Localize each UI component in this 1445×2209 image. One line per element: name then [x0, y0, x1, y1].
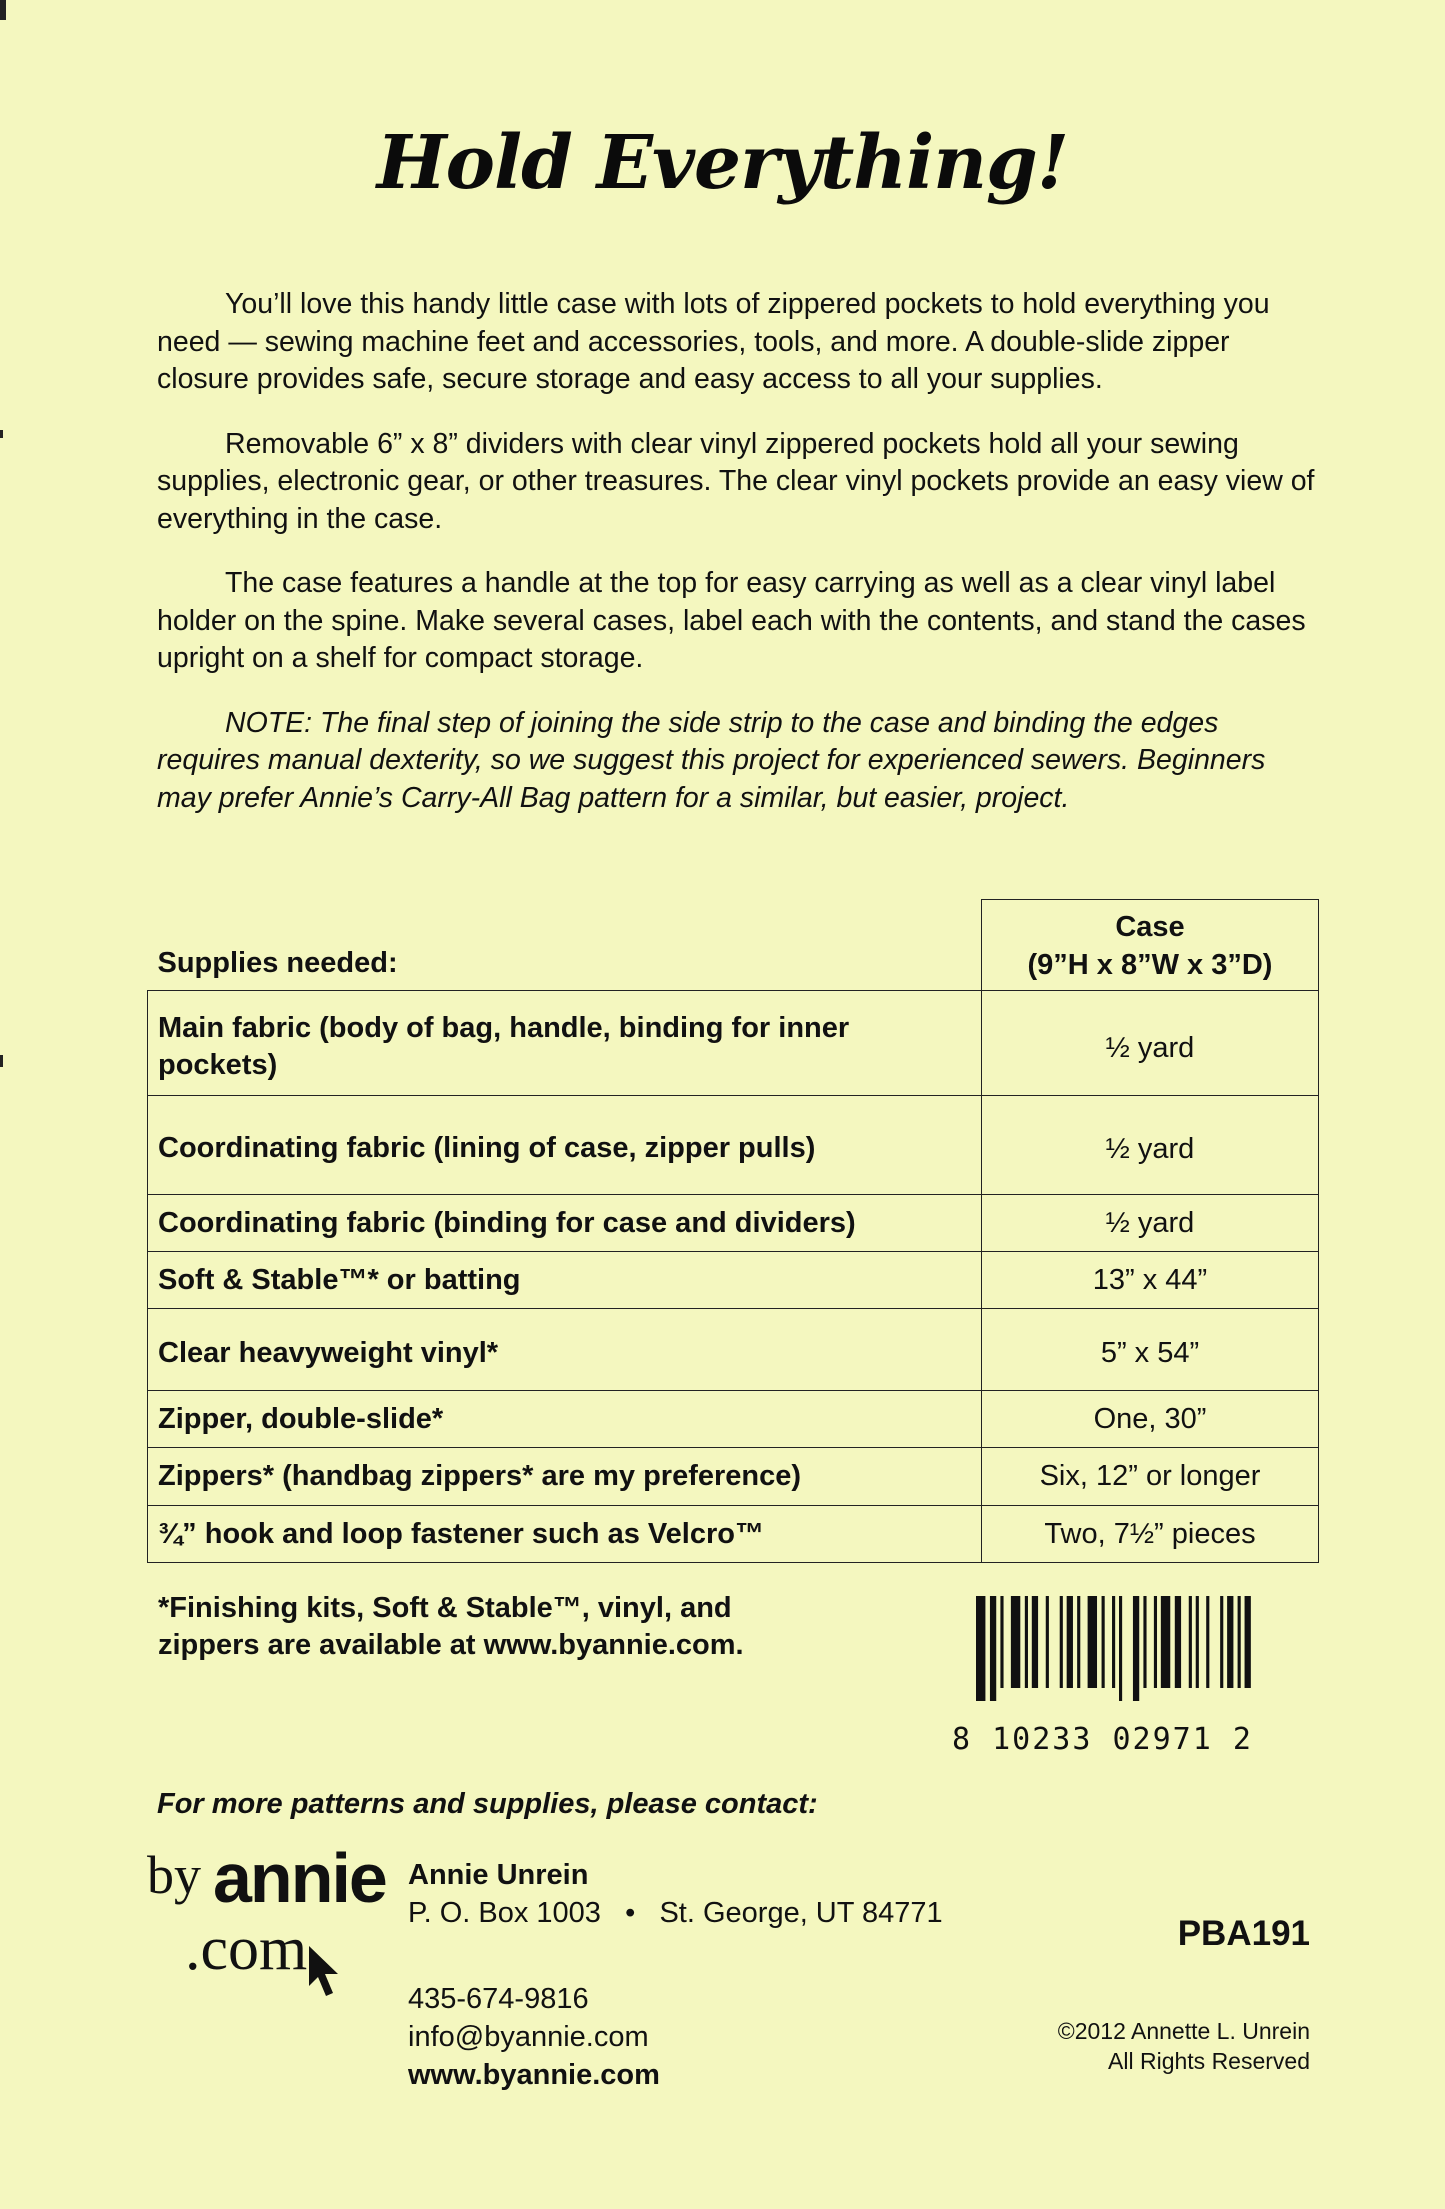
availability-line: zippers are available at www.byannie.com. — [158, 1629, 744, 1661]
note-paragraph: NOTE: The final step of joining the side strip to the case and binding the edges requires manual dexterity, so we suggest this project for experienced sewers. Beginners may prefer Annie’s Carry-All Bag pattern for a similar, but easier, project. — [157, 706, 1266, 814]
barcode-bar — [1220, 1596, 1223, 1688]
barcode-bar — [1238, 1596, 1241, 1688]
barcode-bar — [1000, 1596, 1003, 1688]
barcode-number: 8 10233 02971 2 — [952, 1722, 1253, 1757]
contact-address — [408, 1856, 943, 2094]
scan-edge-mark — [0, 0, 6, 20]
city-state-zip: St. George, UT 84771 — [659, 1897, 943, 1929]
barcode-bar — [1154, 1596, 1157, 1688]
barcode-bar — [1119, 1596, 1122, 1701]
barcode-bar — [1011, 1596, 1020, 1688]
barcode-bar — [1025, 1596, 1028, 1688]
barcode — [976, 1596, 1262, 1701]
case-header-line: Case — [1115, 911, 1185, 943]
email-link[interactable]: info@byannie.com — [408, 2021, 649, 2053]
intro-paragraph: You’ll love this handy little case with lots of zippered pockets to hold everything you need — sewing machine feet and accessories, tools, and more. A double-slide zipper closure provides safe, secure storage and easy access to all your supplies. — [157, 288, 1270, 395]
table-header-row — [148, 900, 1319, 991]
supply-amount: ½ yard — [982, 1096, 1319, 1195]
supply-amount: ½ yard — [982, 1195, 1319, 1252]
availability-line: *Finishing kits, Soft & Stable™, vinyl, and — [158, 1592, 732, 1624]
table-row — [148, 1252, 1319, 1309]
barcode-bar — [1133, 1596, 1139, 1701]
supply-amount: 5” x 54” — [982, 1309, 1319, 1391]
barcode-bar — [1032, 1596, 1038, 1688]
website-link[interactable]: www.byannie.com — [408, 2059, 660, 2091]
byannie-logo[interactable] — [147, 1836, 386, 2001]
table-row — [148, 991, 1319, 1096]
barcode-bar — [1206, 1596, 1209, 1688]
po-box: P. O. Box 1003 — [408, 1897, 601, 1929]
scan-edge-mark — [0, 1055, 3, 1067]
contact-name: Annie Unrein — [408, 1859, 589, 1891]
copyright-line: All Rights Reserved — [1108, 2048, 1310, 2074]
mouse-pointer-icon — [307, 1944, 343, 1998]
barcode-bar — [990, 1596, 996, 1701]
spacer — [408, 1932, 943, 1980]
barcode-bar — [1175, 1596, 1181, 1688]
supply-item: Coordinating fabric (binding for case and dividers) — [148, 1195, 982, 1252]
barcode-bar — [1161, 1596, 1170, 1688]
barcode-bar — [1046, 1596, 1049, 1688]
barcode-bar — [1196, 1596, 1199, 1688]
supply-item: Clear heavyweight vinyl* — [148, 1309, 982, 1391]
product-code: PBA191 — [1177, 1914, 1310, 1953]
supply-item: Zipper, double-slide* — [148, 1391, 982, 1448]
barcode-bar — [1067, 1596, 1073, 1688]
supply-amount: One, 30” — [982, 1391, 1319, 1448]
supply-item: Main fabric (body of bag, handle, binding for inner pockets) — [148, 991, 982, 1096]
supply-amount: 13” x 44” — [982, 1252, 1319, 1309]
barcode-bar — [1227, 1596, 1233, 1688]
availability-note — [158, 1590, 744, 1664]
supply-item: Soft & Stable™* or batting — [148, 1252, 982, 1309]
barcode-bar — [1112, 1596, 1115, 1688]
supply-amount: Two, 7½” pieces — [982, 1506, 1319, 1563]
intro-paragraph: The case features a handle at the top for easy carrying as well as a clear vinyl label holder on the spine. Make several cases, label each with the contents, and stand the cases upright on a shelf for compact storage. — [157, 567, 1306, 674]
supplies-header: Supplies needed: — [157, 947, 398, 979]
intro-text — [157, 286, 1317, 844]
bullet-separator: • — [609, 1897, 652, 1929]
phone-number: 435-674-9816 — [408, 1983, 589, 2015]
copyright-line: ©2012 Annette L. Unrein — [1057, 2018, 1310, 2044]
table-row — [148, 1391, 1319, 1448]
barcode-bar — [1060, 1596, 1063, 1688]
supply-amount: ½ yard — [982, 991, 1319, 1096]
logo-com: .com — [185, 1915, 308, 1983]
supply-amount: Six, 12” or longer — [982, 1448, 1319, 1506]
logo-by: by — [147, 1845, 201, 1905]
mailing-address — [408, 1894, 943, 1932]
supplies-table — [147, 899, 1319, 1563]
barcode-bar — [1077, 1596, 1080, 1688]
barcode-bar — [976, 1596, 985, 1701]
table-row — [148, 1096, 1319, 1195]
contact-heading: For more patterns and supplies, please contact: — [157, 1788, 818, 1820]
supply-item: Zippers* (handbag zippers* are my preference) — [148, 1448, 982, 1506]
barcode-bar — [1102, 1596, 1105, 1688]
supply-item: Coordinating fabric (lining of case, zipper pulls) — [148, 1096, 982, 1195]
table-row — [148, 1309, 1319, 1391]
copyright — [1000, 2016, 1310, 2076]
barcode-bar — [1143, 1596, 1146, 1688]
table-row — [148, 1448, 1319, 1506]
case-size-header — [982, 900, 1319, 991]
barcode-bar — [1088, 1596, 1097, 1688]
table-row — [148, 1506, 1319, 1563]
logo-annie: annie — [213, 1839, 386, 1917]
barcode-bar — [1245, 1596, 1251, 1688]
page-title: Hold Everything! — [376, 120, 1069, 206]
intro-paragraph: Removable 6” x 8” dividers with clear vinyl zippered pockets hold all your sewing supplies, electronic gear, or other treasures. The clear vinyl pockets provide an easy view of everything in the case. — [157, 427, 1315, 535]
supply-item: ¾” hook and loop fastener such as Velcro™ — [148, 1506, 982, 1563]
table-row — [148, 1195, 1319, 1252]
barcode-bar — [1189, 1596, 1192, 1688]
scan-edge-mark — [0, 430, 3, 438]
case-header-line: (9”H x 8”W x 3”D) — [1027, 949, 1273, 981]
